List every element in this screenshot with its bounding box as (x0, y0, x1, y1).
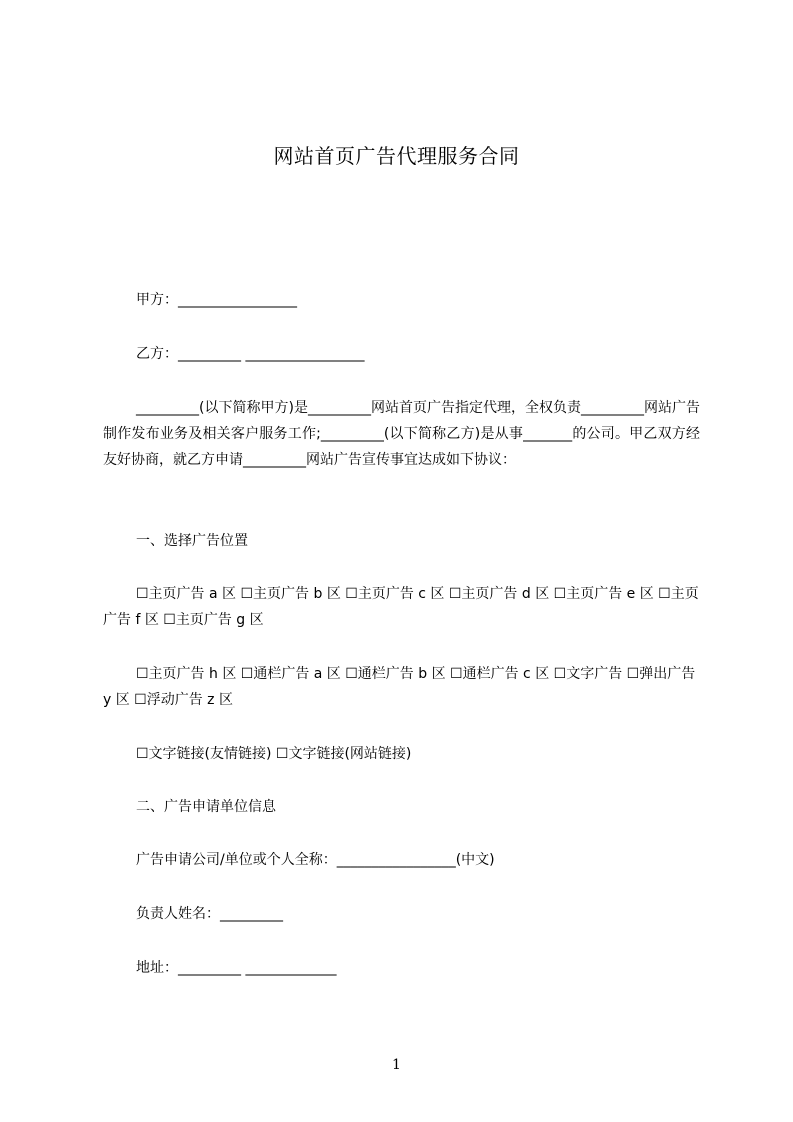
address-line: 地址：_________ _____________ (136, 960, 337, 976)
ad-position-options-group-2 (103, 661, 700, 713)
intro-paragraph (103, 395, 700, 473)
applicant-name-line: 广告申请公司/单位或个人全称：_________________(中文) (136, 852, 495, 868)
party-b-line: 乙方：_________ _________________ (136, 346, 365, 362)
ad-position-options-text-2: ☐主页广告 h 区 ☐通栏广告 a 区 ☐通栏广告 b 区 ☐通栏广告 c 区 ☐文字广告 ☐弹出广告 y 区 ☐浮动广告 z 区 (103, 666, 696, 708)
intro-text: _________(以下简称甲方)是_________网站首页广告指定代理，全权负责_________网站广告制作发布业务及相关客户服务工作;_________(以下简称乙方)是从事_______的公司。甲乙双方经友好协商，就乙方申请_________网站广告宣传事宜达成如下协议： (103, 400, 700, 468)
ad-position-options-text-1: ☐主页广告 a 区 ☐主页广告 b 区 ☐主页广告 c 区 ☐主页广告 d 区 ☐主页广告 e 区 ☐主页广告 f 区 ☐主页广告 g 区 (103, 586, 699, 628)
document-title: 网站首页广告代理服务合同 (273, 144, 520, 168)
person-in-charge-line: 负责人姓名：_________ (136, 906, 283, 922)
party-a-line: 甲方：_________________ (136, 292, 297, 308)
ad-position-options-group-1 (103, 581, 700, 633)
text-link-options: ☐文字链接(友情链接) ☐文字链接(网站链接) (136, 746, 412, 762)
section-heading-applicant-info: 二、广告申请单位信息 (136, 799, 276, 815)
section-heading-ad-position: 一、选择广告位置 (136, 533, 248, 549)
page-number: 1 (392, 1057, 401, 1073)
